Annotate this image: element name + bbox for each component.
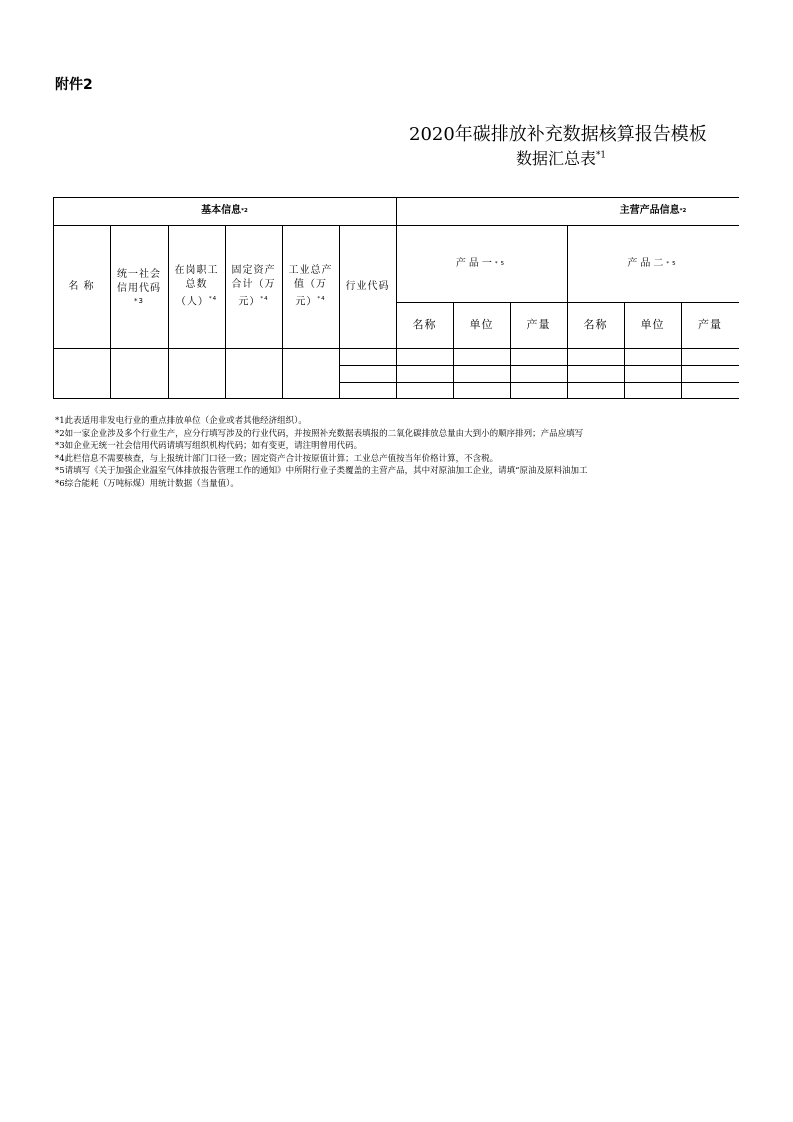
subtitle-text: 数据汇总表 xyxy=(516,149,597,168)
footnote-6: *6综合能耗（万吨标煤）用统计数据（当量值）。 xyxy=(55,478,239,489)
footnote-2: *2如一家企业涉及多个行业生产，应分行填写涉及的行业代码，并按照补充数据表填报的二氧化碳排放总量由大到小的顺序排列；产品应填写 xyxy=(55,428,584,439)
basic-info-note: *2 xyxy=(241,208,248,214)
page-subtitle xyxy=(516,146,606,169)
summary-table xyxy=(53,197,739,399)
col-name: 名 称 xyxy=(68,280,95,292)
main-product-info-header: 主营产品信息 *2 xyxy=(619,205,687,216)
footnotes xyxy=(55,415,741,490)
subtitle-note: *1 xyxy=(596,150,607,161)
product-2-unit-header: 单位 xyxy=(640,318,665,331)
product-2-name-header: 名称 xyxy=(583,318,608,331)
product-1-header: 产品一 *5 xyxy=(455,257,508,269)
col-industry-code: 行业代码 xyxy=(345,280,390,292)
footnote-1: *1此表适用非发电行业的重点排放单位（企业或者其他经济组织）。 xyxy=(55,416,307,426)
page-title: 2020年碳排放补充数据核算报告模板 xyxy=(409,124,707,145)
product-1-note: *5 xyxy=(494,260,508,267)
main-product-info-note: *2 xyxy=(679,208,687,214)
attachment-label: 附件2 xyxy=(55,77,93,93)
col-industrial-output: 工业总产 值（万 元）$^{*4}$ xyxy=(288,264,333,308)
product-1-name-header: 名称 xyxy=(412,318,437,331)
footnote-4: *4此栏信息不需要核查，与上报统计部门口径一致；固定资产合计按原值计算；工业总产值按当年价格计算，不含税。 xyxy=(55,453,499,464)
product-2-qty-header: 产量 xyxy=(698,318,722,331)
product-1-unit-header: 单位 xyxy=(469,318,494,331)
product-2-header: 产品二 *5 xyxy=(627,257,679,269)
product-2-note: *5 xyxy=(666,260,679,267)
basic-info-header: 基本信息 *2 xyxy=(201,205,248,216)
footnote-5: *5请填写《关于加强企业温室气体排放报告管理工作的通知》中所附行业子类覆盖的主营产品，其中对原油加工企业，请填“原油及原料油加工 xyxy=(55,466,588,476)
col-credit-code: 统一社会 信用代码 *3 xyxy=(117,268,161,305)
col-fixed-assets: 固定资产 合计（万 元）$^{*4}$ xyxy=(231,264,276,308)
col-staff: 在岗职工 总数 （人）$^{*4}$ xyxy=(174,264,219,308)
footnote-3: *3如企业无统一社会信用代码请填写组织机构代码；如有变更，请注明曾用代码。 xyxy=(55,441,363,451)
product-1-qty-header: 产量 xyxy=(526,318,551,331)
